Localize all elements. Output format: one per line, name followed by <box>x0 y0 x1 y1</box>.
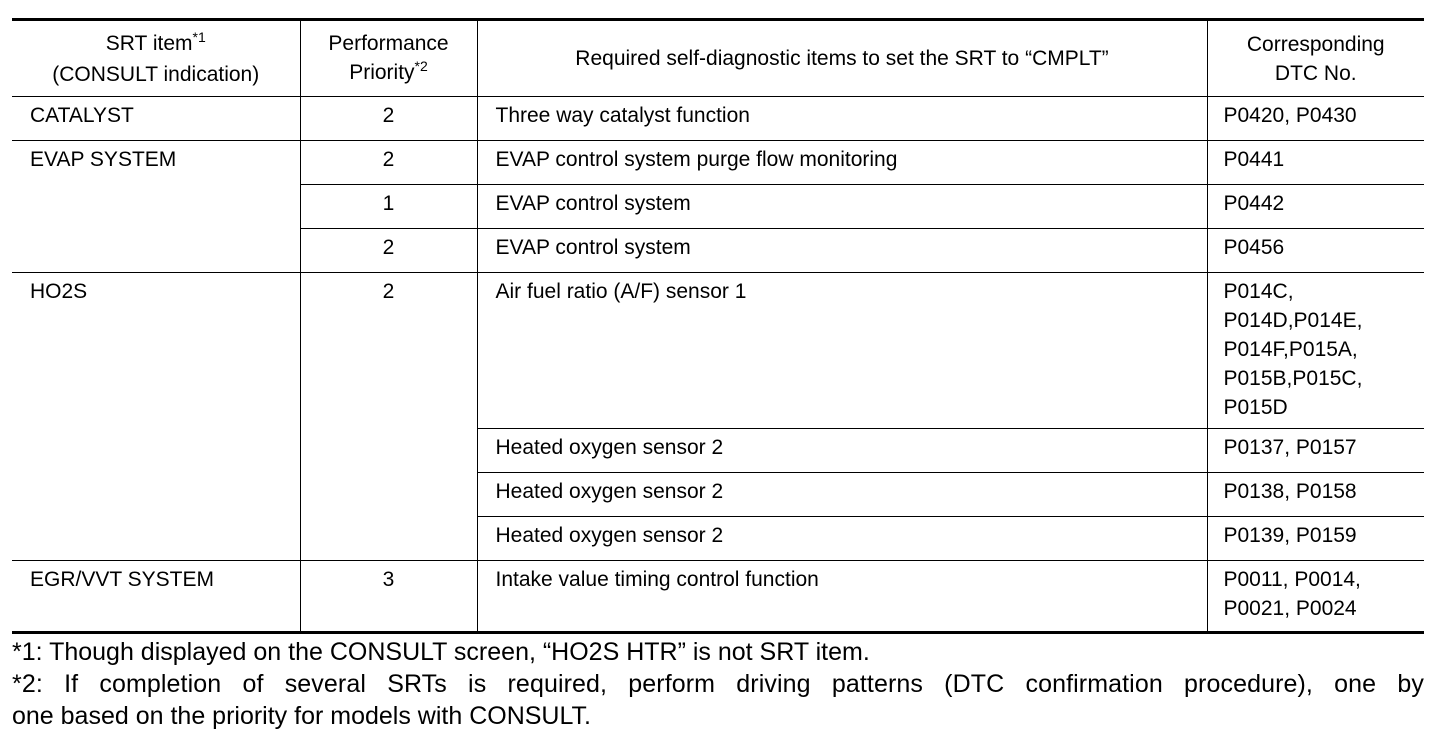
srt-item-cell: EVAP SYSTEM <box>12 141 300 273</box>
diagnostic-item-cell: EVAP control system <box>477 229 1207 273</box>
diagnostic-item-cell: Heated oxygen sensor 2 <box>477 517 1207 561</box>
header-dtc: Corresponding DTC No. <box>1207 20 1424 97</box>
dtc-cell: P0441 <box>1207 141 1424 185</box>
priority-cell: 2 <box>300 141 477 185</box>
footnote-2-line-2: one based on the priority for models with CONSULT. <box>12 702 591 730</box>
dtc-cell: P0420, P0430 <box>1207 97 1424 141</box>
header-required-items: Required self-diagnostic items to set the SRT to “CMPLT” <box>477 20 1207 97</box>
footnote-mark: *1 <box>192 28 206 45</box>
dtc-cell: P0137, P0157 <box>1207 429 1424 473</box>
diagnostic-item-cell: Heated oxygen sensor 2 <box>477 429 1207 473</box>
table-row <box>12 561 1424 633</box>
footnotes <box>12 636 1424 732</box>
priority-cell: 3 <box>300 561 477 633</box>
table-header-row <box>12 20 1424 97</box>
srt-table <box>12 18 1424 634</box>
diagnostic-item-cell: EVAP control system <box>477 185 1207 229</box>
dtc-cell: P0139, P0159 <box>1207 517 1424 561</box>
footnote-mark: *2 <box>414 57 428 74</box>
diagnostic-item-cell: EVAP control system purge flow monitoring <box>477 141 1207 185</box>
diagnostic-item-cell: Air fuel ratio (A/F) sensor 1 <box>477 273 1207 429</box>
dtc-cell: P0442 <box>1207 185 1424 229</box>
dtc-cell: P0011, P0014, P0021, P0024 <box>1207 561 1424 633</box>
priority-cell: 2 <box>300 273 477 561</box>
table-row <box>12 97 1424 141</box>
srt-document <box>12 18 1424 732</box>
header-priority: Performance Priority$^{*2}$ <box>300 20 477 97</box>
srt-item-cell: CATALYST <box>12 97 300 141</box>
footnote-2 <box>12 668 1424 732</box>
srt-item-cell: EGR/VVT SYSTEM <box>12 561 300 633</box>
dtc-cell: P014C, P014D,P014E, P014F,P015A, P015B,P015C, P015D <box>1207 273 1424 429</box>
priority-cell: 2 <box>300 97 477 141</box>
dtc-cell: P0138, P0158 <box>1207 473 1424 517</box>
table-row <box>12 273 1424 429</box>
srt-item-cell: HO2S <box>12 273 300 561</box>
dtc-cell: P0456 <box>1207 229 1424 273</box>
footnote-2-line-1: *2: If completion of several SRTs is required, perform driving patterns (DTC confirmation procedure), one by <box>12 670 1424 698</box>
priority-cell: 1 <box>300 185 477 229</box>
diagnostic-item-cell: Intake value timing control function <box>477 561 1207 633</box>
diagnostic-item-cell: Heated oxygen sensor 2 <box>477 473 1207 517</box>
header-srt-item: SRT item$^{*1}$ (CONSULT indication) <box>12 20 300 97</box>
footnote-1: *1: Though displayed on the CONSULT screen, “HO2S HTR” is not SRT item. <box>12 638 870 666</box>
table-row <box>12 141 1424 185</box>
diagnostic-item-cell: Three way catalyst function <box>477 97 1207 141</box>
priority-cell: 2 <box>300 229 477 273</box>
